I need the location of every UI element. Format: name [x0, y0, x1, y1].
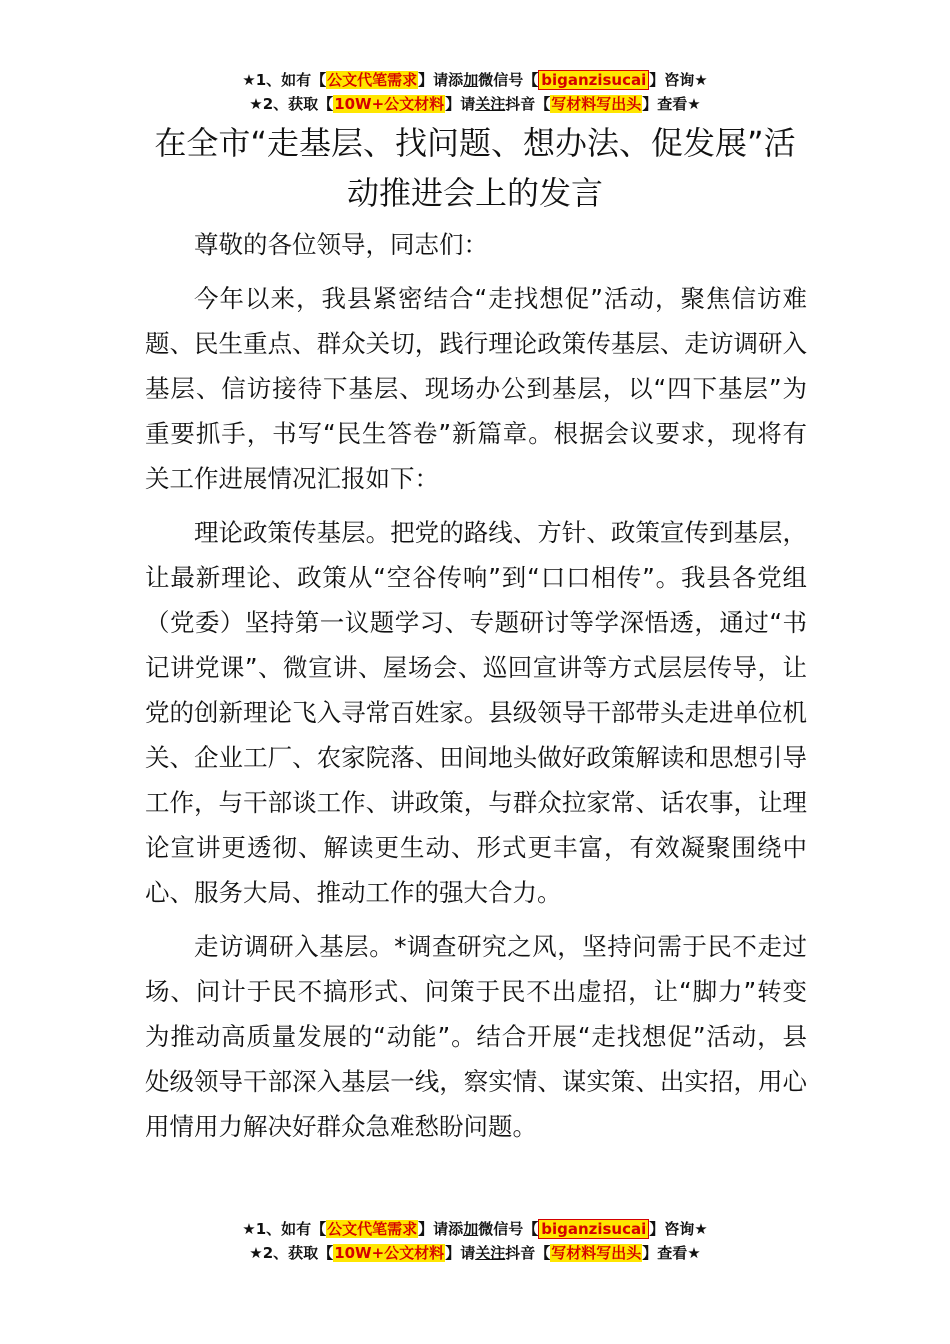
banner-line-1: ★1、如有【公文代笔需求】请添加微信号【 biganzisucai 】咨询★: [242, 1220, 708, 1238]
banner-line-2: ★2、获取【10W+公文材料】请关注抖音【写材料写出头】查看★: [249, 1244, 701, 1262]
paragraph-intro: 今年以来，我县紧密结合“走找想促”活动，聚焦信访难题、民生重点、群众关切，践行理论政策传基层、走访调研入基层、信访接待下基层、现场办公到基层，以“四下基层”为重要抓手，书写“民生答卷”新篇章。根据会议要求，现将有关工作进展情况汇报如下：: [145, 284, 807, 493]
highlight-materials: 10W+公文材料: [334, 1244, 445, 1262]
salutation: 尊敬的各位领导，同志们：: [194, 230, 488, 259]
document-title: 在全市“走基层、找问题、想办法、促发展”活动推进会上的发言: [154, 124, 796, 212]
paragraph-visit-research: 走访调研入基层。*调查研究之风，坚持问需于民不走过场、问计于民不搞形式、问策于民不出虚招，让“脚力”转变为推动高质量发展的“动能”。结合开展“走找想促”活动，县处级领导干部深入基层一线，察实情、谋实策、出实招，用心用情用力解决好群众急难愁盼问题。: [145, 932, 807, 1141]
banner-line-1: ★1、如有【公文代笔需求】请添加微信号【 biganzisucai 】咨询★: [242, 71, 708, 89]
highlight-douyin: 写材料写出头: [551, 95, 642, 113]
document-body: [145, 222, 807, 1158]
highlight-service: 公文代笔需求: [327, 1220, 418, 1238]
highlight-materials: 10W+公文材料: [334, 95, 445, 113]
highlight-wechat-id: biganzisucai: [538, 1219, 649, 1239]
highlight-douyin: 写材料写出头: [551, 1244, 642, 1262]
highlight-wechat-id: biganzisucai: [538, 70, 649, 90]
banner-line-2: ★2、获取【10W+公文材料】请关注抖音【写材料写出头】查看★: [249, 95, 701, 113]
highlight-service: 公文代笔需求: [327, 71, 418, 89]
top-banner: [0, 68, 950, 116]
paragraph-theory-policy: 理论政策传基层。把党的路线、方针、政策宣传到基层，让最新理论、政策从“空谷传响”到“口口相传”。我县各党组（党委）坚持第一议题学习、专题研讨等学深悟透，通过“书记讲党课”、微宣讲、屋场会、巡回宣讲等方式层层传导，让党的创新理论飞入寻常百姓家。县级领导干部带头走进单位机关、企业工厂、农家院落、田间地头做好政策解读和思想引导工作，与干部谈工作、讲政策，与群众拉家常、话农事，让理论宣讲更透彻、解读更生动、形式更丰富，有效凝聚围绕中心、服务大局、推动工作的强大合力。: [145, 518, 807, 907]
bottom-banner: [0, 1217, 950, 1265]
